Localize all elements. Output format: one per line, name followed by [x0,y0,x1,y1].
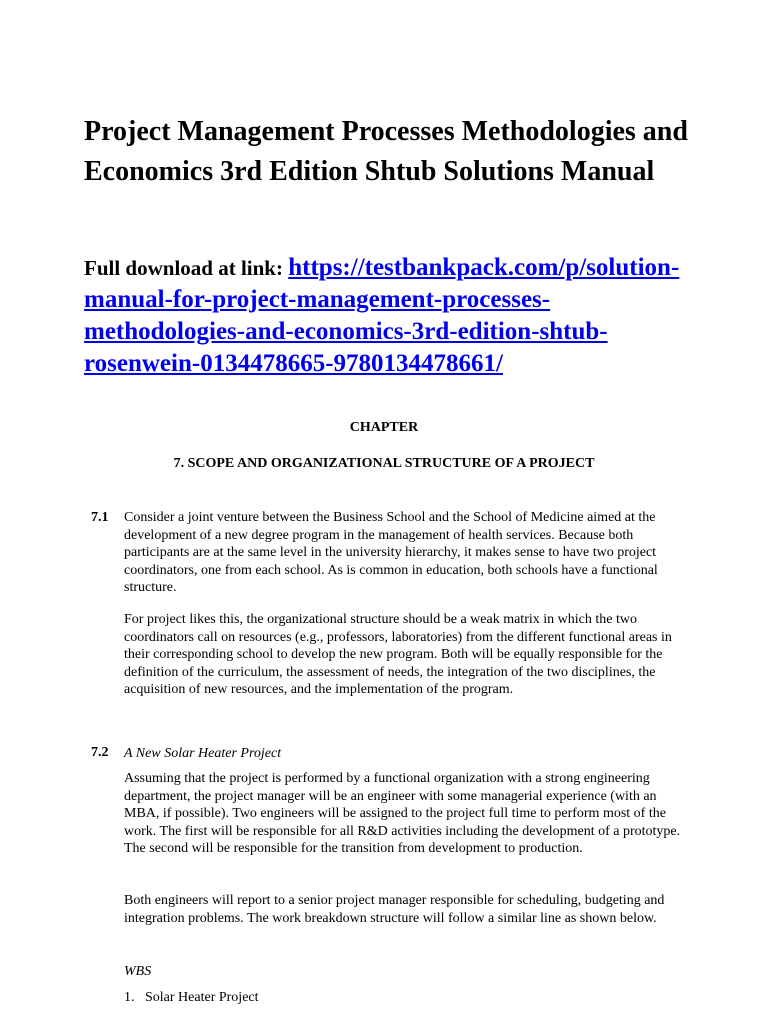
item-7-1-paragraph-2: For project likes this, the organizational structure should be a weak matrix in which the two coordinators call on resources (e.g., professors, laboratories) from the different functional areas in their corresponding school to develop the new program. Both will be equally responsible for the definition of the curriculum, the assessment of needs, the integration of the two disciplines, the acquisition of new resources, and the implementation of the program. [124,612,672,697]
chapter-label: CHAPTER [349,420,419,435]
item-7-2-heading: A New Solar Heater Project [124,746,282,761]
chapter-title: 7. SCOPE AND ORGANIZATIONAL STRUCTURE OF A PROJECT [173,456,595,471]
item-7-1-paragraph-1: Consider a joint venture between the Business School and the School of Medicine aimed at the development of a new degree program in the management of health services. Because both participants are at the same level in the university hierarchy, it makes sense to have two project coordinators, one from each school. As is common in education, both schools have a functional structure. [124,510,658,595]
item-number-7-2: 7.2 [91,745,109,760]
item-number-7-1: 7.1 [91,510,109,525]
download-label: Full download at link: [84,256,289,280]
item-7-2-paragraph-2: Both engineers will report to a senior project manager responsible for scheduling, budgeting and integration problems. The work breakdown structure will follow a similar line as shown below. [124,893,665,926]
wbs-label: WBS [124,964,152,979]
wbs-item-1: 1. Solar Heater Project [124,990,259,1005]
item-7-2-paragraph-1: Assuming that the project is performed by a functional organization with a strong engineering department, the project manager will be an engineer with some managerial experience (with an MBA, if possible). Two engineers will be assigned to the project full time to perform most of the work. The first will be responsible for all R&D activities including the development of a prototype. The second will be responsible for the transition from development to production. [124,771,681,856]
download-line [84,252,684,380]
document-title: Project Management Processes Methodologies and Economics 3rd Edition Shtub Solutions Manual [84,116,688,187]
download-link[interactable]: https://testbankpack.com/p/solution-manual-for-project-management-processes-methodologies-and-economics-3rd-edition-shtub-rosenwein-0134478665-9780134478661/ [84,254,680,377]
